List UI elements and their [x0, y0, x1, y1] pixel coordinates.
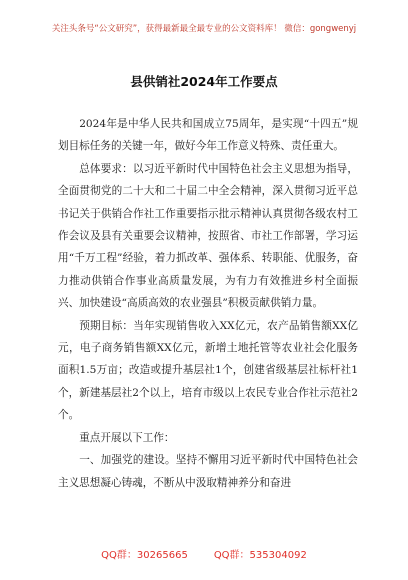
document-body [58, 113, 358, 494]
paragraph-general-requirements: 总体要求：以习近平新时代中国特色社会主义思想为指导，全面贯彻党的二十大和二十届二中全会精神，深入贯彻习近平总书记关于供销合作社工作重要指示批示精神认真贯彻各级农村工作会议及县有关重要会议精神，按照省、市社工作部署，学习运用“千万工程”经验，着力抓改革、强体系、转职能、优服务，奋力推动供销合作事业高质量发展，为有力有效推进乡村全面振兴、加快建设“高质高效的农业强县”积极贡献供销力量。 [58, 162, 358, 310]
footer-qq-groups [0, 546, 408, 561]
footer-qq-group-2: QQ群：535304092 [213, 550, 307, 561]
document-title: 县供销社2024年工作要点 [130, 74, 278, 89]
footer-qq-group-1: QQ群：30265665 [101, 550, 188, 561]
header-banner: 关注头条号“公文研究”，获得最新最全最专业的公文资料库！ 微信：gongwenyj [51, 24, 357, 34]
paragraph-key-work-heading: 重点开展以下工作： [79, 431, 175, 444]
paragraph-expected-targets: 预期目标：当年实现销售收入XX亿元，农产品销售额XX亿元，电子商务销售额XX亿元，新增土地托管等农业社会化服务面积1.5万亩；改造或提升基层社1个，创建省级基层社标杆社1个，新建基层社2个以上，培育市级以上农民专业合作社示范社2个。 [58, 319, 358, 422]
paragraph-intro: 2024年是中华人民共和国成立75周年，是实现“十四五”规划目标任务的关键一年，做好今年工作意义特殊、责任重大。 [58, 118, 358, 153]
paragraph-party-building: 一、加强党的建设。坚持不懈用习近平新时代中国特色社会主义思想凝心铸魂，不断从中汲取精神养分和奋进 [58, 454, 358, 489]
